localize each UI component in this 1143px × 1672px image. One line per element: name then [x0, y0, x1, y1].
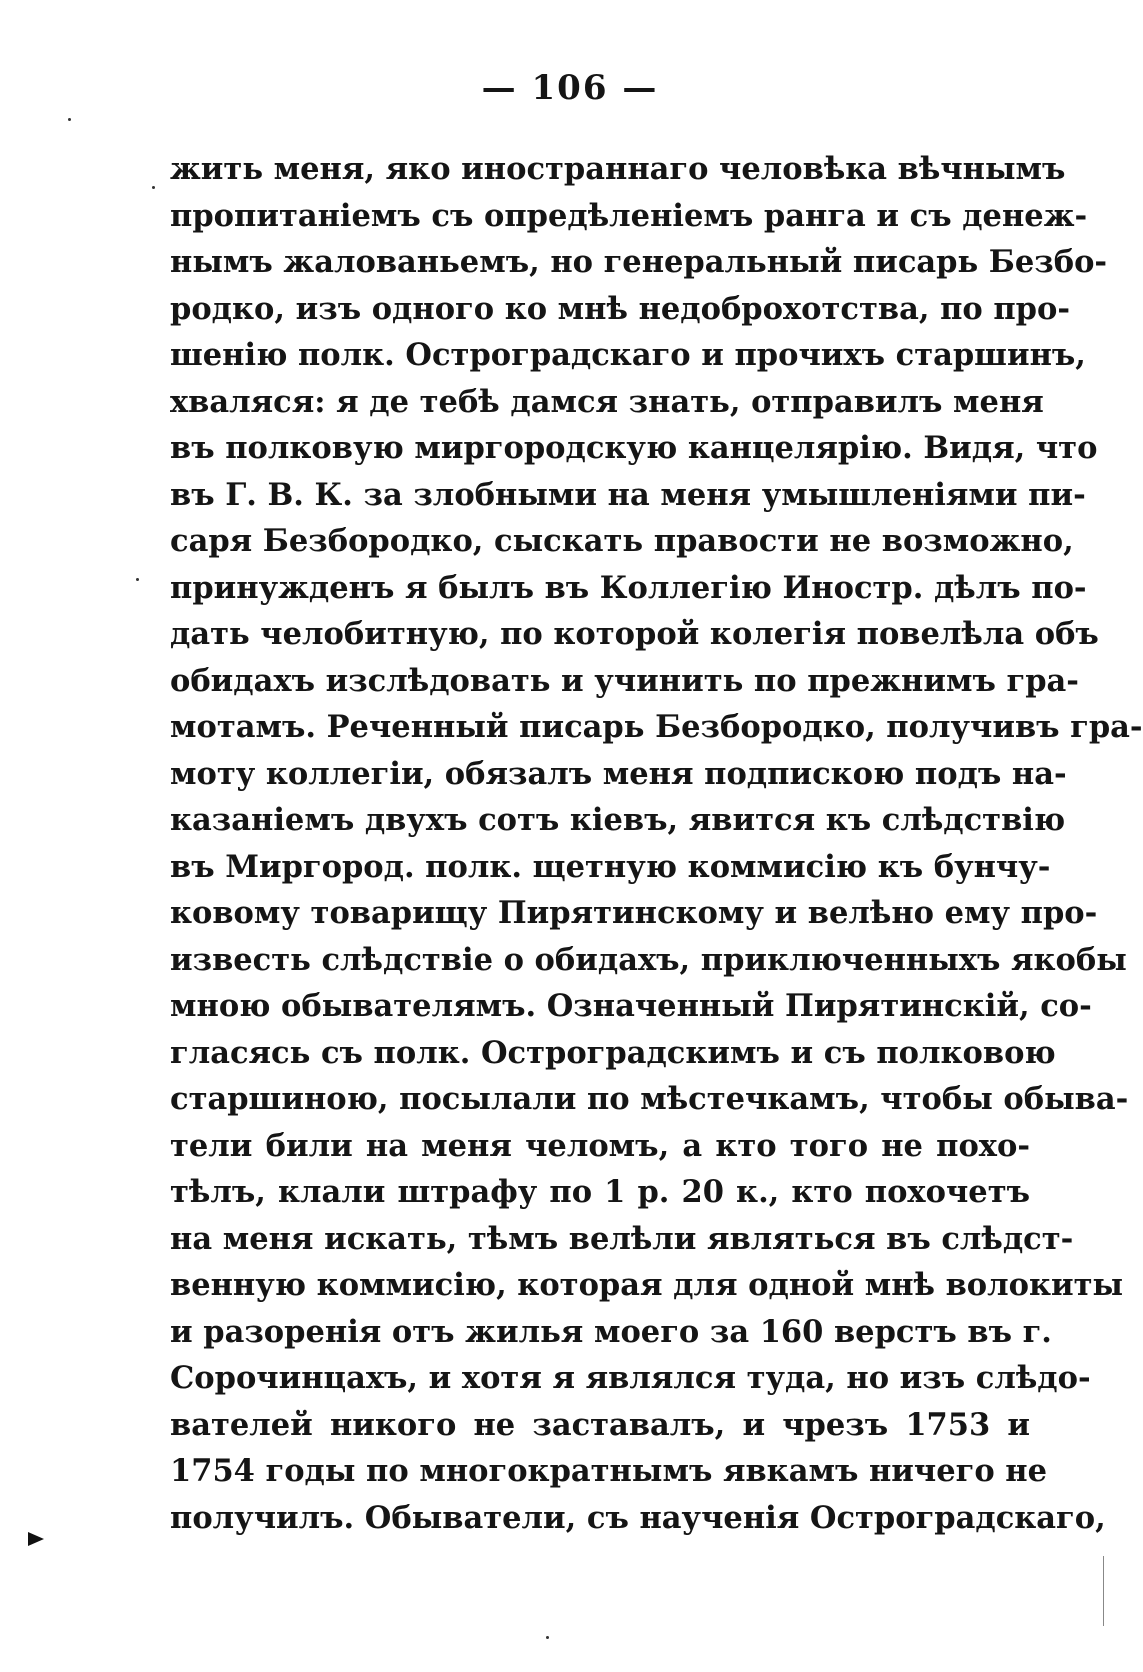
scan-speck: [152, 186, 155, 189]
text-line: саря Безбородко, сыскать правости не возможно,: [170, 523, 1074, 559]
scan-speck: [136, 578, 139, 581]
text-line: мною обывателямъ. Означенный Пирятинскій, со-: [170, 988, 1092, 1024]
text-line: хваляся: я де тебѣ дамся знать, отправилъ меня: [170, 383, 1044, 420]
text-line: известь слѣдствіе о обидахъ, приключенныхъ якобы: [170, 941, 1127, 978]
text-line: мотамъ. Реченный писарь Безбородко, получивъ гра-: [170, 709, 1143, 745]
text-line: вателей никого не заставалъ, и чрезъ 1753 и: [170, 1406, 1030, 1443]
margin-arrow-icon: [28, 1532, 44, 1546]
text-line: въ полковую миргородскую канцелярію. Видя, что: [170, 430, 1098, 466]
text-line: получилъ. Обыватели, съ наученія Остроградскаго,: [170, 1499, 1106, 1536]
text-line: жить меня, яко иностраннаго человѣка вѣчнымъ: [170, 151, 1066, 187]
text-line: казаніемъ двухъ сотъ кіевъ, явится къ слѣдствію: [170, 802, 1066, 838]
text-line: на меня искать, тѣмъ велѣли являться въ слѣдст-: [170, 1220, 1074, 1257]
text-line: тѣлъ, клали штрафу по 1 р. 20 к., кто похочетъ: [170, 1174, 1030, 1210]
text-line: гласясь съ полк. Остроградскимъ и съ полковою: [170, 1034, 1056, 1071]
scan-edge-mark: [1103, 1556, 1104, 1626]
page-number: — 106 —: [481, 68, 659, 108]
text-line: ковому товарищу Пирятинскому и велѣно ему про-: [170, 895, 1098, 931]
text-line: родко, изъ одного ко мнѣ недоброхотства, по про-: [170, 290, 1071, 327]
text-line: венную коммисію, которая для одной мнѣ волокиты: [170, 1267, 1124, 1303]
text-line: пропитаніемъ съ опредѣленіемъ ранга и съ денеж-: [170, 197, 1088, 234]
text-line: нымъ жалованьемъ, но генеральный писарь Безбо-: [170, 244, 1108, 280]
text-line: и разоренія отъ жилья моего за 160 верстъ въ г.: [170, 1313, 1052, 1350]
scan-speck: [546, 1636, 549, 1639]
text-line: тели били на меня челомъ, а кто того не похо-: [170, 1127, 1030, 1164]
body-text: [170, 146, 1143, 1541]
text-line: 1754 годы по многократнымъ явкамъ ничего не: [170, 1453, 1048, 1489]
text-line: принужденъ я былъ въ Коллегію Иностр. дѣлъ по-: [170, 569, 1087, 606]
text-line: въ Г. В. К. за злобными на меня умышленіями пи-: [170, 476, 1086, 513]
text-line: моту коллегіи, обязалъ меня подпискою подъ на-: [170, 755, 1067, 792]
scan-speck: [68, 118, 71, 121]
text-line: въ Миргород. полк. щетную коммисію къ бунчу-: [170, 848, 1051, 885]
text-line: дать челобитную, по которой колегія повелѣла объ: [170, 616, 1099, 652]
text-line: Сорочинцахъ, и хотя я являлся туда, но изъ слѣдо-: [170, 1360, 1091, 1396]
text-line: обидахъ изслѣдовать и учинить по прежнимъ гра-: [170, 662, 1079, 699]
text-line: старшиною, посылали по мѣстечкамъ, чтобы обыва-: [170, 1081, 1129, 1117]
text-line: шенію полк. Остроградскаго и прочихъ старшинъ,: [170, 337, 1086, 373]
